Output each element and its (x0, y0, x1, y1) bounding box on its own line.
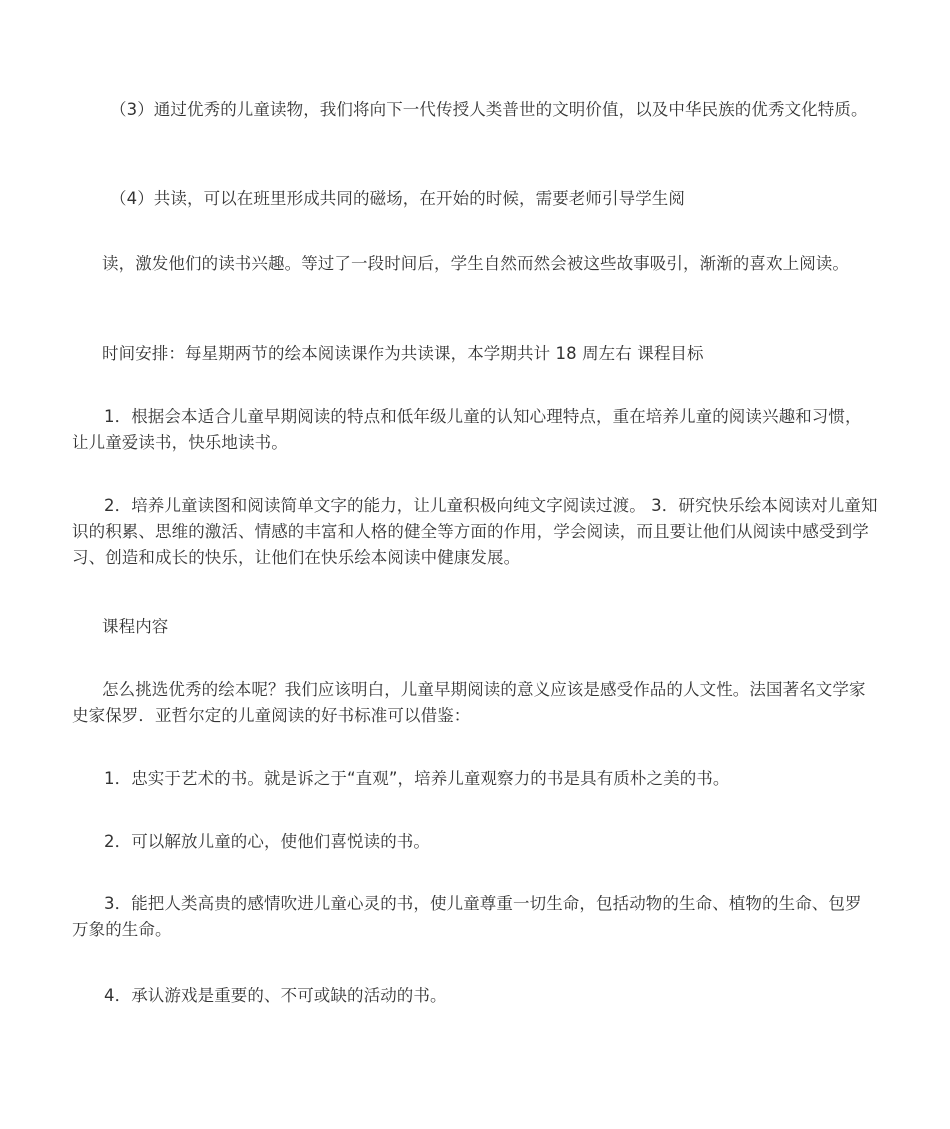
paragraph-item-4-start: （4）共读，可以在班里形成共同的磁场，在开始的时候，需要老师引导学生阅 (110, 189, 685, 208)
goal-item-2-3: 2．培养儿童读图和阅读简单文字的能力，让儿童积极向纯文字阅读过渡。 3．研究快乐绘本阅读对儿童知识的积累、思维的激活、情感的丰富和人格的健全等方面的作用，学会阅读，而且要让他们从阅读中感受到学习、创造和成长的快乐，让他们在快乐绘本阅读中健康发展。 (72, 496, 878, 567)
section-heading-course-content: 课程内容 (102, 617, 169, 636)
goal-item-1: 1．根据会本适合儿童早期阅读的特点和低年级儿童的认知心理特点，重在培养儿童的阅读兴趣和习惯，让儿童爱读书，快乐地读书。 (72, 407, 862, 452)
criteria-item-4: 4．承认游戏是重要的、不可或缺的活动的书。 (104, 986, 447, 1005)
criteria-item-2: 2．可以解放儿童的心，使他们喜悦读的书。 (104, 832, 430, 851)
paragraph-item-3: （3）通过优秀的儿童读物，我们将向下一代传授人类普世的文明价值，以及中华民族的优秀文化特质。 (110, 100, 868, 119)
criteria-item-3: 3．能把人类高贵的感情吹进儿童心灵的书，使儿童尊重一切生命，包括动物的生命、植物的生命、包罗万象的生命。 (72, 894, 862, 939)
paragraph-item-4-continued: 读，激发他们的读书兴趣。等过了一段时间后，学生自然而然会被这些故事吸引，渐渐的喜欢上阅读。 (102, 254, 849, 273)
criteria-item-1: 1．忠实于艺术的书。就是诉之于“直观”，培养儿童观察力的书是具有质朴之美的书。 (104, 769, 730, 788)
paragraph-book-selection: 怎么挑选优秀的绘本呢？我们应该明白，儿童早期阅读的意义应该是感受作品的人文性。法国著名文学家史家保罗．亚哲尔定的儿童阅读的好书标准可以借鉴： (72, 680, 866, 725)
paragraph-schedule: 时间安排：每星期两节的绘本阅读课作为共读课，本学期共计 18 周左右 课程目标 (102, 344, 704, 363)
